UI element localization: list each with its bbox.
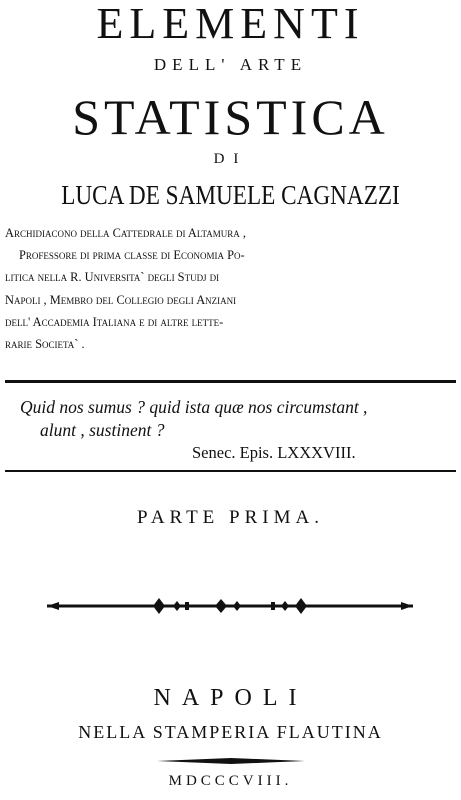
rule-top — [5, 380, 456, 383]
title-di: DI — [213, 151, 248, 167]
ornament-divider — [45, 594, 415, 618]
title-dell-arte: DELL' ARTE — [153, 55, 308, 74]
printer-name: NELLA STAMPERIA FLAUTINA — [78, 722, 383, 742]
place-of-publication: NAPOLI — [153, 685, 308, 711]
title-statistica: STATISTICA — [72, 89, 389, 145]
author-name: LUCA DE SAMUELE CAGNAZZI — [61, 180, 400, 210]
epigraph-line: alunt , sustinent ? — [40, 420, 165, 440]
part-heading: PARTE PRIMA. — [137, 507, 324, 528]
rule-bottom — [5, 470, 456, 472]
publication-year: MDCCCVIII. — [168, 773, 293, 789]
author-description-line: Professore di prima classe di Economia Po- — [19, 248, 245, 263]
title-elementi: ELEMENTI — [96, 0, 365, 48]
author-description — [5, 222, 456, 355]
epigraph-source: Senec. Epis. LXXXVIII. — [192, 443, 356, 462]
author-description-line: rarie Societa` . — [5, 336, 85, 351]
small-rule-divider — [155, 755, 307, 767]
author-description-line: litica nella R. Universita` degli Studj di — [5, 270, 220, 285]
epigraph-line: Quid nos sumus ? quid ista quæ nos circumstant , — [20, 397, 368, 417]
author-description-line: Archidiacono della Cattedrale di Altamura , — [5, 226, 246, 240]
author-description-line: dell' Accademia Italiana e di altre lette- — [5, 314, 224, 329]
author-description-line: Napoli , Membro del Collegio degli Anziani — [5, 292, 237, 307]
